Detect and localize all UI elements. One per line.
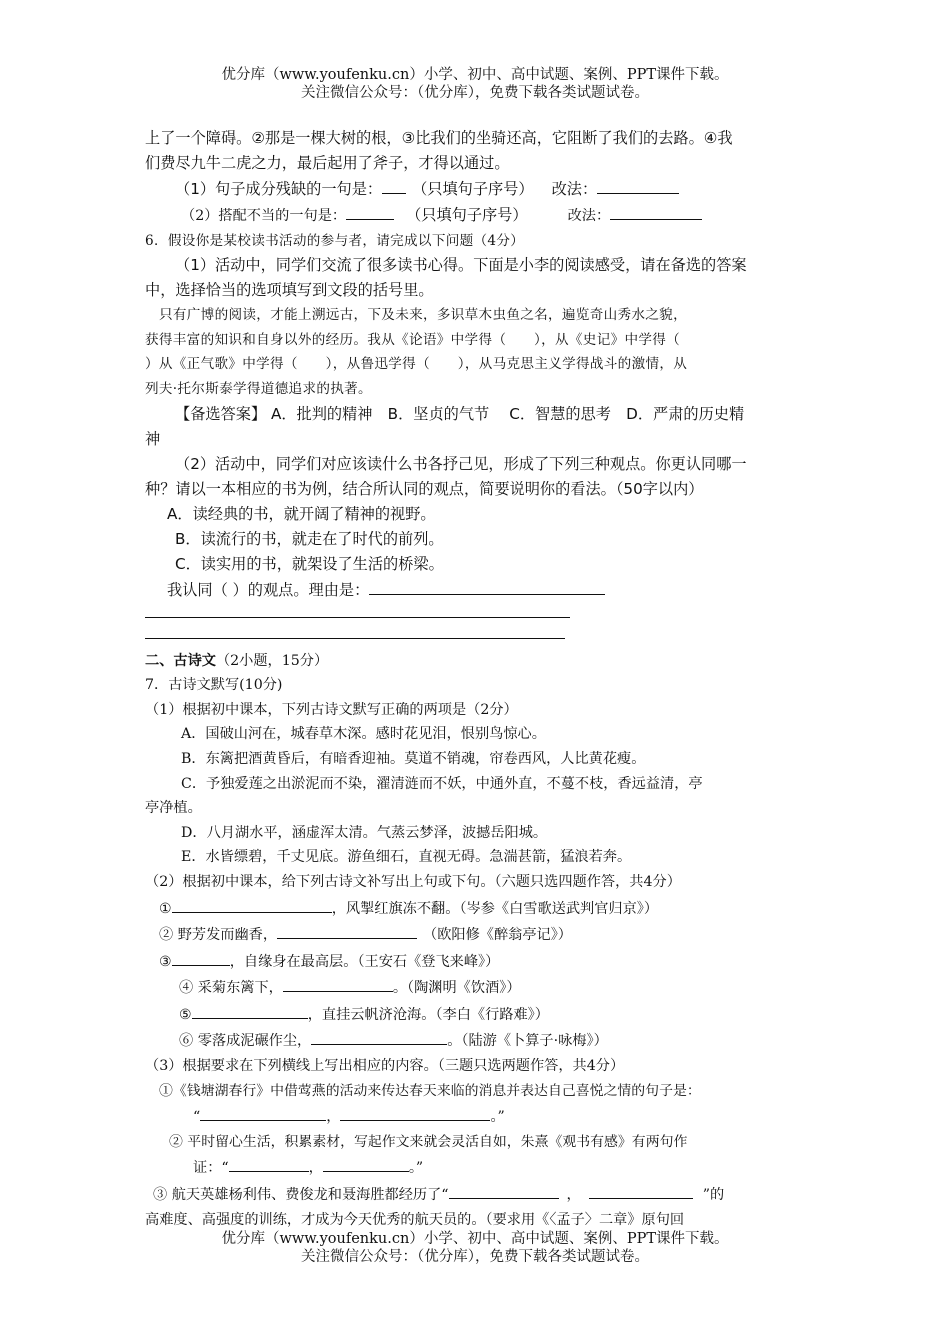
answer-blank[interactable]: [340, 1103, 490, 1121]
answer-blank[interactable]: [172, 948, 230, 966]
q5-paragraph-line: 上了一个障碍。②那是一棵大树的根，③比我们的坐骑还高，它阻断了我们的去路。④我: [145, 129, 733, 147]
page-header: [0, 66, 950, 102]
q7-recall-2-blanks: [145, 1154, 807, 1181]
q7-fill-6: [145, 1027, 807, 1054]
question-5: [145, 126, 807, 202]
punctuation: ，: [566, 1187, 581, 1204]
quote-mark: 。”: [408, 1160, 424, 1177]
q7-sub1: （1）根据初中课本，下列古诗文默写正确的两项是（2分）: [145, 701, 518, 718]
q6-sub1-line: 中，选择恰当的选项填写到文段的括号里。: [145, 281, 434, 300]
q7-recall-1: ①《钱塘湖春行》中借莺燕的活动来传达春天来临的消息并表达自己喜悦之情的句子是：: [159, 1082, 701, 1099]
answer-blank[interactable]: [369, 577, 605, 595]
q7-fill-5: [145, 1001, 807, 1028]
punctuation: ，: [326, 1109, 341, 1126]
q7-recall-1-blanks: [145, 1103, 807, 1130]
q6-sub2-line: （2）活动中，同学们对应该读什么书各抒己见，形成了下列三种观点。你更认同哪一: [175, 454, 747, 473]
q5-sub1: [145, 176, 807, 202]
answer-blank[interactable]: [172, 895, 332, 913]
q6-passage-line: 列夫·托尔斯泰学得道德追求的执著。: [145, 380, 372, 397]
q7-option-c: C．予独爱莲之出淤泥而不染，濯清涟而不妖，中通外直，不蔓不枝，香远益清，亭: [181, 775, 703, 792]
question-7: [145, 673, 807, 1232]
q7-option-b: B．东篱把酒黄昏后，有暗香迎袖。莫道不销魂，帘卷西风，人比黄花瘦。: [181, 750, 646, 767]
q6-answers-line: 神: [145, 429, 161, 448]
q6-passage-line: 获得丰富的知识和自身以外的经历。我从《论语》中学得（ ），从《史记》中学得（: [145, 331, 681, 348]
answer-blank[interactable]: [323, 1154, 409, 1172]
fill-text: ⑥ 零落成泥碾作尘，: [179, 1033, 312, 1050]
page-content: [145, 126, 807, 1232]
punctuation: ，: [308, 1160, 323, 1177]
q6-option-a: A．读经典的书，就开阔了精神的视野。: [167, 504, 436, 523]
q5-sub1-text: （1）句子成分残缺的一句是：: [175, 180, 383, 198]
q7-sub3: （3）根据要求在下列横线上写出相应的内容。（三题只选两题作答，共4分）: [145, 1058, 625, 1075]
footer-line-1: 优分库（www.youfenku.cn）小学、初中、高中试题、案例、PPT课件下载。: [221, 1231, 729, 1247]
quote-mark: ”的: [702, 1187, 725, 1204]
fill-number: ⑤: [179, 1006, 192, 1023]
q7-recall-3-cont: 高难度、高强度的训练，才成为今天优秀的航天员的。（要求用《〈孟子〉二章》原句回: [145, 1211, 685, 1228]
q6-passage-line: 只有广博的阅读，才能上溯远古，下及未来，多识草木虫鱼之名，遍览奇山秀水之貌，: [159, 307, 687, 324]
q6-option-b: B．读流行的书，就走在了时代的前列。: [175, 529, 444, 548]
q5-sub1-hint: （只填句子序号）: [412, 180, 534, 198]
answer-blank[interactable]: [382, 176, 406, 194]
q7-option-e: E．水皆缥碧，千丈见底。游鱼细石，直视无碍。急湍甚箭，猛浪若奔。: [181, 849, 632, 866]
q6-sub2-line: 种？请以一本相应的书为例，结合所认同的观点，简要说明你的看法。（50字以内）: [145, 479, 704, 498]
q6-answers: [145, 402, 807, 603]
q5-paragraph-line: 们费尽九牛二虎之力，最后起用了斧子，才得以通过。: [145, 154, 510, 172]
q6-passage-line: ）从《正气歌》中学得（ ），从鲁迅学得（ ），从马克思主义学得战斗的激情，从: [145, 356, 688, 373]
answer-blank[interactable]: [346, 202, 394, 220]
q6-agree-line: [145, 577, 807, 603]
q6-agree-text: 我认同（ ）的观点。理由是：: [167, 580, 370, 599]
answer-blank[interactable]: [277, 921, 417, 939]
answer-blank[interactable]: [597, 176, 679, 194]
q5-sub1-fix-label: 改法：: [551, 180, 598, 198]
q7-sub2: （2）根据初中课本，给下列古诗文补写出上句或下句。（六题只选四题作答，共4分）: [145, 873, 681, 890]
answer-blank[interactable]: [610, 202, 702, 220]
fill-text: （欧阳修《醉翁亭记》）: [423, 927, 572, 944]
fill-number: ①: [159, 900, 172, 917]
fill-text: 。（陶渊明《饮酒》）: [392, 980, 521, 997]
q5-sub2-hint: （只填句子序号）: [406, 206, 528, 224]
q6-passage: [145, 303, 807, 401]
answer-line[interactable]: [145, 617, 570, 618]
answer-blank[interactable]: [449, 1181, 559, 1199]
q5-sub2: [145, 202, 807, 229]
answer-blank[interactable]: [192, 1001, 308, 1019]
fill-number: ③: [159, 953, 172, 970]
q7-fill-2: [145, 921, 807, 948]
answer-line[interactable]: [145, 638, 565, 639]
fill-text: ，自缘身在最高层。（王安石《登飞来峰》）: [229, 953, 500, 970]
fill-text: 。（陆游《卜算子·咏梅》）: [447, 1033, 608, 1050]
section-2-title: 二、古诗文: [145, 652, 216, 669]
fill-text: ，风掣红旗冻不翻。（岑参《白雪歌送武判官归京》）: [331, 900, 659, 917]
q6-sub1: [145, 253, 807, 303]
q6-title: 6．假设你是某校读书活动的参与者，请完成以下问题（4分）: [145, 232, 525, 249]
q6-option-c: C．读实用的书，就架设了生活的桥梁。: [175, 554, 444, 573]
q6-answers-line: 【备选答案】 A．批判的精神 B．坚贞的气节 C．智慧的思考 D．严肃的历史精: [175, 404, 745, 423]
fill-text: ，直挂云帆济沧海。（李白《行路难》）: [307, 1006, 549, 1023]
q7-fill-3: [145, 948, 807, 975]
quote-mark: “: [193, 1109, 201, 1126]
q7-recall-3: [145, 1181, 807, 1208]
answer-blank[interactable]: [283, 974, 393, 992]
q7-recall-2: ② 平时留心生活，积累素材，写起作文来就会灵活自如，朱熹《观书有感》有两句作: [169, 1133, 688, 1150]
section-2-note: （2小题，15分）: [215, 652, 329, 669]
answer-blank[interactable]: [311, 1027, 447, 1045]
page-footer: [0, 1230, 950, 1266]
answer-blank[interactable]: [229, 1154, 309, 1172]
fill-text: ③ 航天英雄杨利伟、费俊龙和聂海胜都经历了“: [153, 1187, 449, 1204]
fill-text: ④ 采菊东篱下，: [179, 980, 283, 997]
q7-option-a: A．国破山河在，城春草木深。感时花见泪，恨别鸟惊心。: [181, 726, 546, 743]
q7-option-d: D．八月湖水平，涵虚浑太清。气蒸云梦泽，波撼岳阳城。: [181, 824, 548, 841]
q7-fill-1: [145, 895, 807, 922]
q7-title: 7．古诗文默写(10分): [145, 677, 283, 694]
quote-mark: 。”: [490, 1109, 505, 1126]
header-line-1: 优分库（www.youfenku.cn）小学、初中、高中试题、案例、PPT课件下载。: [221, 67, 729, 83]
answer-blank[interactable]: [200, 1103, 326, 1121]
section-2-heading: [145, 649, 807, 674]
fill-text: 证：“: [193, 1160, 229, 1177]
q7-fill-4: [145, 974, 807, 1001]
footer-line-2: 关注微信公众号：（优分库），免费下载各类试题试卷。: [301, 1249, 649, 1265]
q5-sub2-fix-label: 改法：: [567, 208, 611, 224]
answer-blank[interactable]: [589, 1181, 693, 1199]
q5-sub2-text: （2）搭配不当的一句是：: [181, 208, 347, 224]
q7-option-c-cont: 亭净植。: [145, 800, 202, 817]
q6-sub1-line: （1）活动中，同学们交流了很多读书心得。下面是小李的阅读感受，请在备选的答案: [175, 256, 747, 275]
header-line-2: 关注微信公众号：（优分库），免费下载各类试题试卷。: [301, 85, 649, 101]
fill-text: ② 野芳发而幽香，: [159, 927, 278, 944]
